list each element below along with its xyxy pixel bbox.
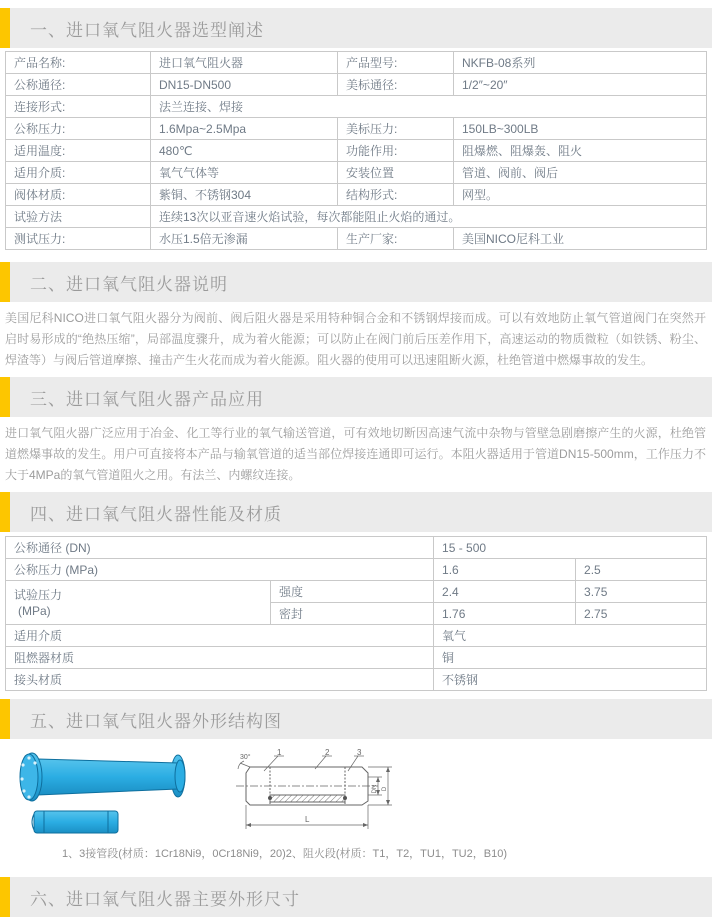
table-row [6, 118, 707, 140]
perf-sublabel: 强度 [271, 581, 434, 603]
spec-label: 生产厂家: [338, 228, 454, 250]
performance-table [5, 536, 707, 691]
perf-value: 1.6 [434, 559, 576, 581]
spec-value: 氧气气体等 [151, 162, 338, 184]
perf-label-line2: (MPa) [18, 603, 51, 618]
spec-value: 美国NICO尼科工业 [454, 228, 707, 250]
flanged-pipe [20, 753, 185, 801]
spec-value: 阻爆燃、阻爆轰、阻火 [454, 140, 707, 162]
perf-sublabel: 密封 [271, 603, 434, 625]
spec-label: 结构形式: [338, 184, 454, 206]
table-row [6, 74, 707, 96]
spec-label: 阀体材质: [6, 184, 151, 206]
section-header-dimensions [0, 877, 712, 917]
figure-caption: 1、3接管段(材质：1Cr18Ni9，0Cr18Ni9，20)2、阻火段(材质：T1，T2，TU1，TU2，B10) [62, 848, 507, 860]
section-title: 六、进口氧气阻火器主要外形尺寸 [30, 889, 300, 909]
spec-label: 产品名称: [6, 52, 151, 74]
application-paragraph: 进口氧气阻火器广泛应用于冶金、化工等行业的氧气输送管道，可有效地切断因高速气流中杂物与管壁急剧磨擦产生的火源，杜绝管道燃爆事故的发生。用户可直接将本产品与输氧管道的适当部位焊接连通即可运行。本阻火器适用于管道DN15-500mm，工作压力不大于4MPa的氧气管道阻火之用。有法兰、内螺纹连接。 [5, 426, 706, 482]
table-row [6, 140, 707, 162]
accent-bar [0, 8, 10, 48]
technical-drawing [230, 749, 405, 841]
description-paragraph: 美国尼科NICO进口氧气阻火器分为阀前、阀后阻火器是采用特种铜合金和不锈钢焊接而成。可以有效地防止氧气管道阀门在突然开启时易形成的“绝热压缩”，局部温度骤升，成为着火能源；可以防止在阀门前后压差作用下，高速运动的物质微粒（如铁锈、粉尘、焊渣等）与阀后管道摩擦、撞击产生火花而成为着火能源。阻火器的使用可以迅速阻断火源，杜绝管道中燃爆事故的发生。 [5, 311, 706, 367]
section-header-structure [0, 699, 712, 739]
spec-value: 法兰连接、焊接 [151, 96, 707, 118]
perf-value: 2.5 [576, 559, 707, 581]
part3-label: 3 [357, 749, 362, 757]
spec-value: 水压1.5倍无渗漏 [151, 228, 338, 250]
spec-label: 适用介质: [6, 162, 151, 184]
perf-label: 阻燃器材质 [6, 647, 434, 669]
spec-label: 测试压力: [6, 228, 151, 250]
spec-label: 产品型号: [338, 52, 454, 74]
spec-label: 适用温度: [6, 140, 151, 162]
spec-label: 公称通径: [6, 74, 151, 96]
section-title: 二、进口氧气阻火器说明 [30, 274, 228, 294]
spec-label: 公称压力: [6, 118, 151, 140]
section-header-performance [0, 492, 712, 532]
spec-value: 480℃ [151, 140, 338, 162]
section-title: 三、进口氧气阻火器产品应用 [30, 389, 264, 409]
table-row [6, 184, 707, 206]
section-header-description [0, 262, 712, 302]
perf-value: 3.75 [576, 581, 707, 603]
accent-bar [0, 492, 10, 532]
spec-table [5, 51, 707, 250]
spec-value: 150LB~300LB [454, 118, 707, 140]
angle-label: 30° [240, 754, 251, 761]
table-row [6, 559, 707, 581]
perf-label: 公称压力 (MPa) [6, 559, 434, 581]
perf-value: 铜 [434, 647, 707, 669]
perf-label: 公称通径 (DN) [6, 537, 434, 559]
table-row [6, 228, 707, 250]
table-row [6, 581, 707, 603]
spec-label: 安装位置 [338, 162, 454, 184]
section-header-selection [0, 8, 712, 48]
table-row [6, 669, 707, 691]
spec-label: 试验方法 [6, 206, 151, 228]
table-row [6, 625, 707, 647]
accent-bar [0, 877, 10, 917]
perf-label-line1: 试验压力 [14, 587, 63, 602]
table-row [6, 52, 707, 74]
table-row [6, 162, 707, 184]
d-dim-label: D [382, 786, 388, 792]
perf-label [6, 581, 271, 625]
part1-label: 1 [277, 749, 282, 757]
perf-value: 2.4 [434, 581, 576, 603]
spec-value: 1.6Mpa~2.5Mpa [151, 118, 338, 140]
spec-label: 美标通径: [338, 74, 454, 96]
section-title: 四、进口氧气阻火器性能及材质 [30, 504, 282, 524]
spec-value: 管道、阀前、阀后 [454, 162, 707, 184]
spec-label: 美标压力: [338, 118, 454, 140]
section-title: 一、进口氧气阻火器选型阐述 [30, 20, 264, 40]
perf-label: 适用介质 [6, 625, 434, 647]
spec-value: NKFB-08系列 [454, 52, 707, 74]
product-photo-illustration [18, 749, 218, 841]
accent-bar [0, 262, 10, 302]
length-dim-label: L [305, 815, 310, 824]
spec-value: 网型。 [454, 184, 707, 206]
perf-value: 2.75 [576, 603, 707, 625]
perf-value: 不锈钢 [434, 669, 707, 691]
spec-value: 1/2″~20″ [454, 74, 707, 96]
accent-bar [0, 377, 10, 417]
perf-value: 1.76 [434, 603, 576, 625]
table-row [6, 96, 707, 118]
spec-value: DN15-DN500 [151, 74, 338, 96]
dn-dim-label: DN [372, 784, 378, 794]
section-header-application [0, 377, 712, 417]
part2-label: 2 [325, 749, 330, 757]
table-row [6, 537, 707, 559]
perf-value: 氧气 [434, 625, 707, 647]
structure-figure [18, 749, 712, 841]
section-title: 五、进口氧气阻火器外形结构图 [30, 711, 282, 731]
spec-label: 连接形式: [6, 96, 151, 118]
arrester-cartridge [32, 811, 118, 833]
accent-bar [0, 699, 10, 739]
spec-value: 紫铜、不锈钢304 [151, 184, 338, 206]
spec-value: 连续13次以亚音速火焰试验，每次都能阻止火焰的通过。 [151, 206, 707, 228]
spec-value: 进口氧气阻火器 [151, 52, 338, 74]
spec-label: 功能作用: [338, 140, 454, 162]
perf-value: 15 - 500 [434, 537, 707, 559]
table-row [6, 647, 707, 669]
table-row [6, 206, 707, 228]
perf-label: 接头材质 [6, 669, 434, 691]
